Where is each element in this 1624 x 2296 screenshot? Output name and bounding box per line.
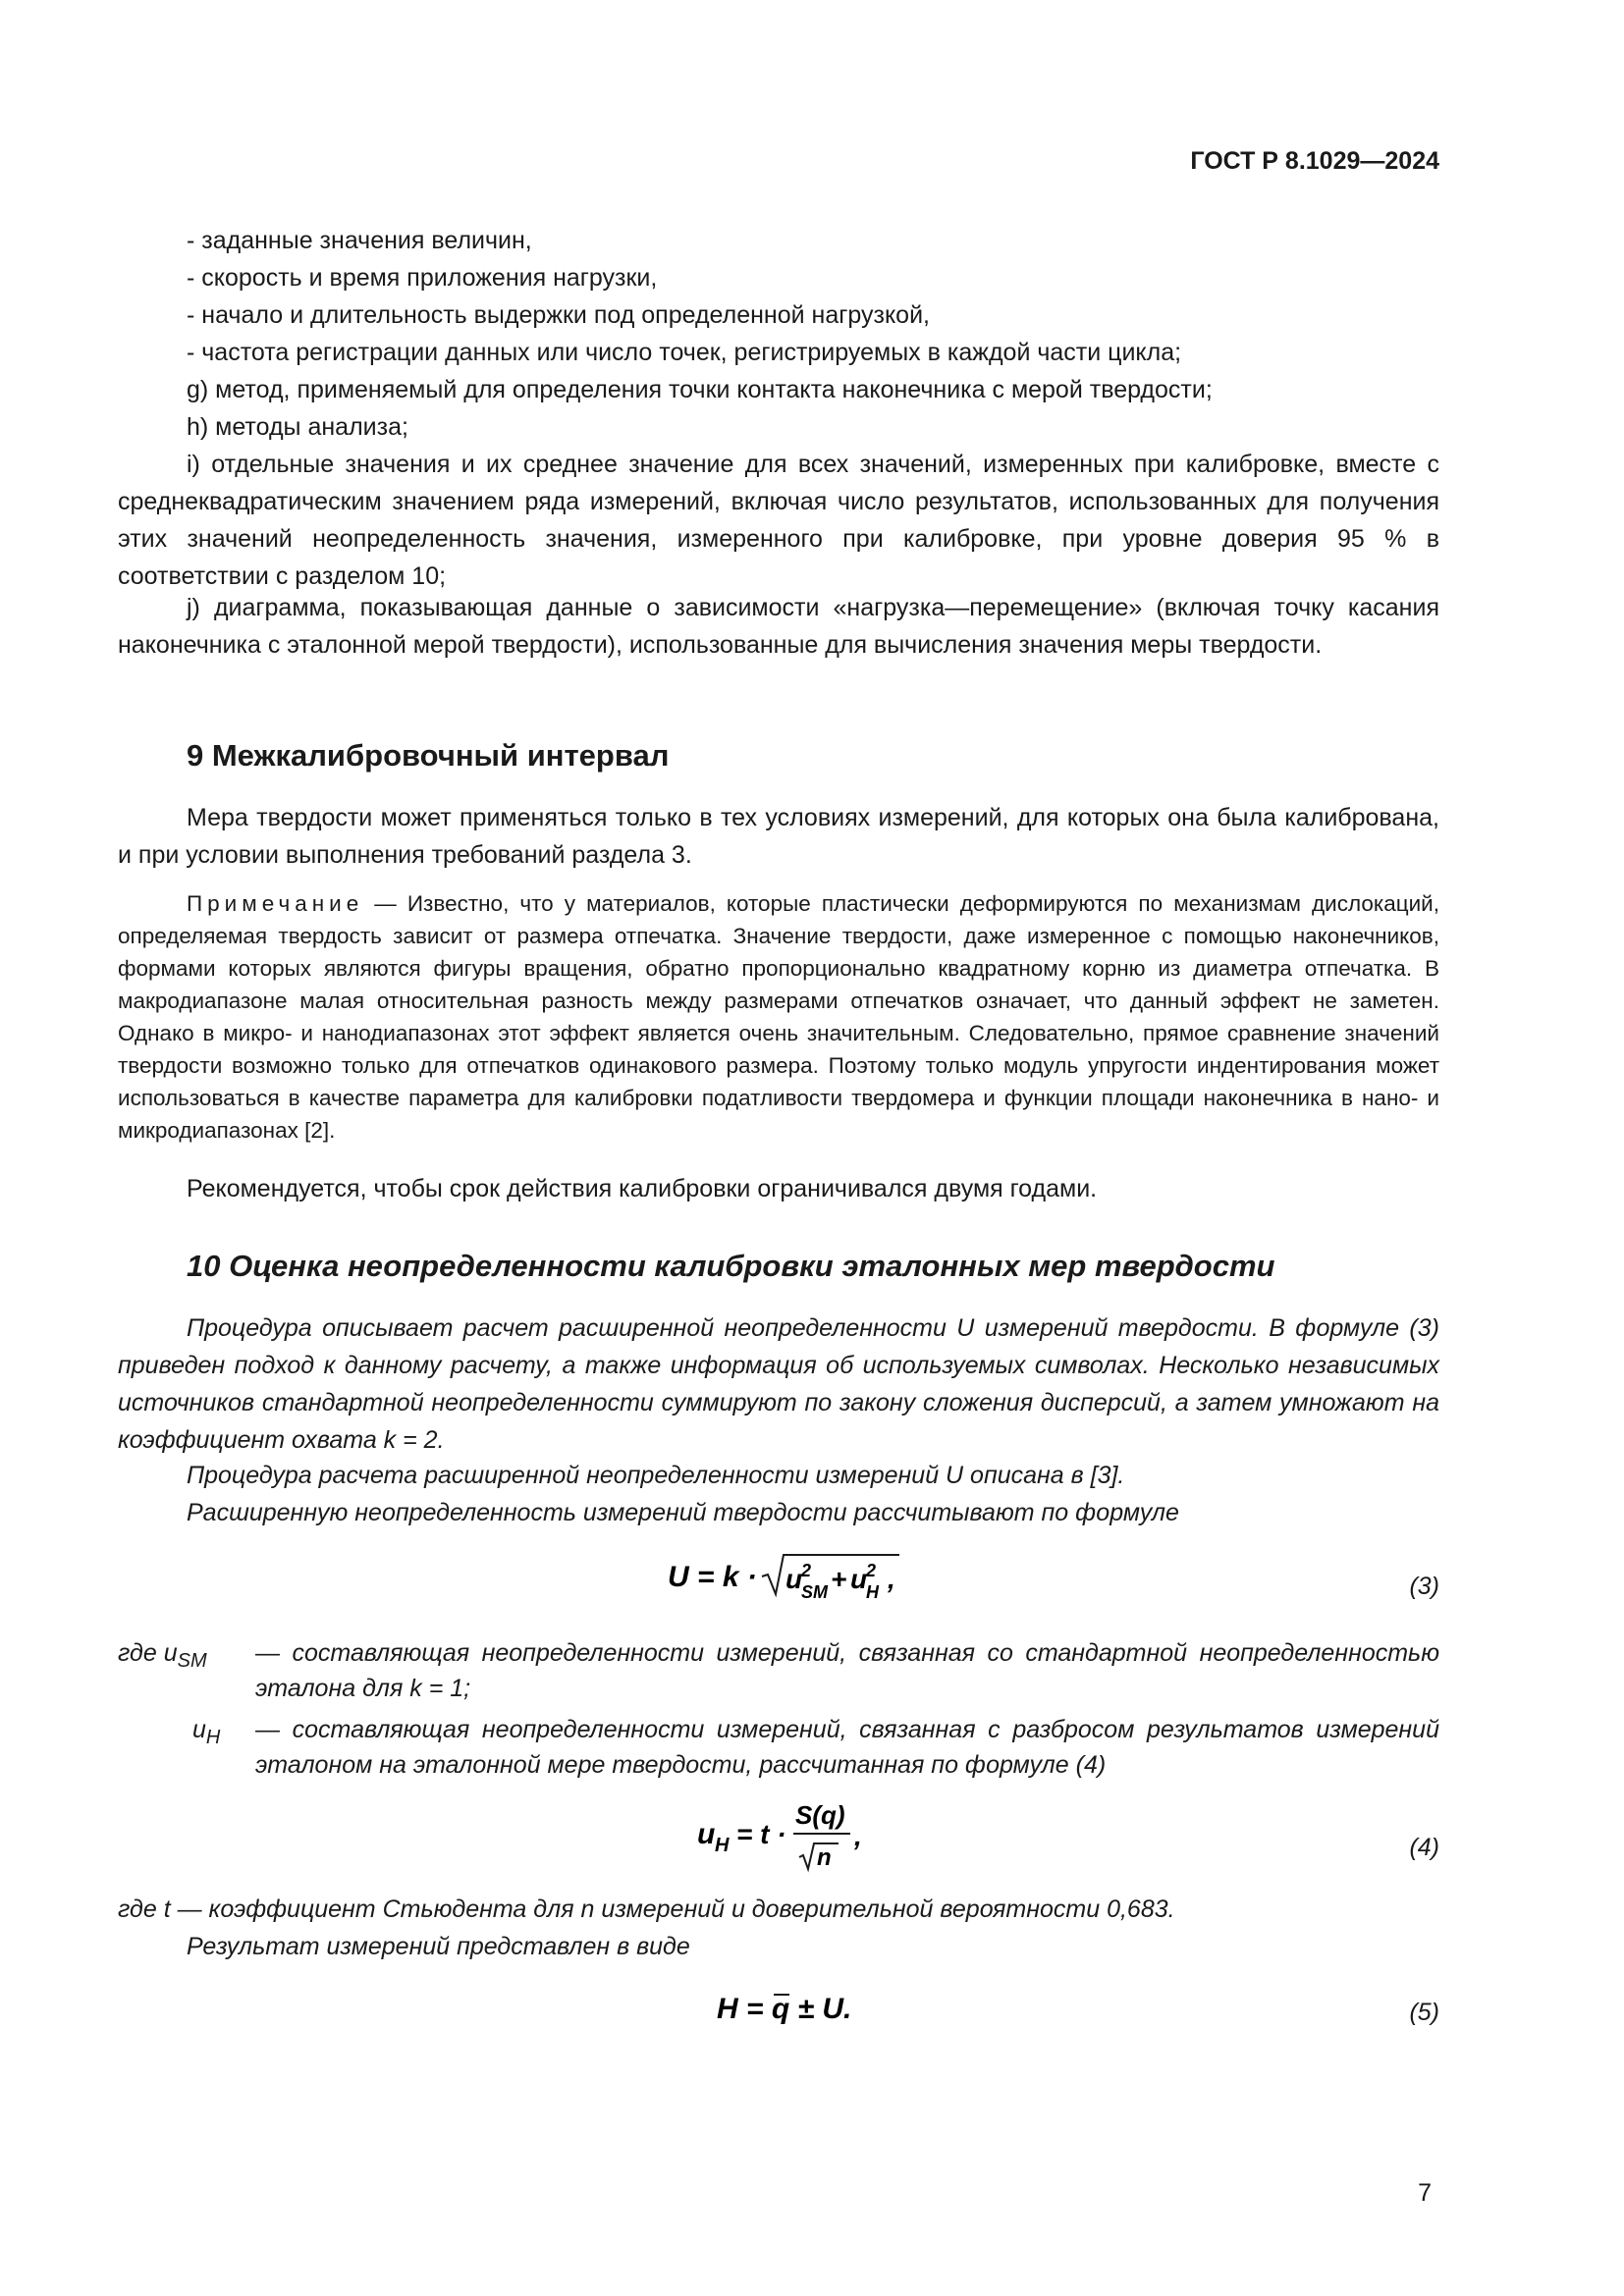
svg-text:2: 2 — [866, 1561, 877, 1580]
where-usm-symbol: где $u_{SM}$ — [118, 1639, 207, 1672]
section-10-para1: Процедура описывает расчет расширенной неопределенности U измерений твердости. В формуле (3) приведен подход к данному расчету, а также информация об используемых символах. Несколько независимых источников стандартной неопределенности суммируют по закону сложения дисперсий, а затем умножают на коэффициент охвата k = 2. — [118, 1314, 1439, 1454]
list-item: - начало и длительность выдержки под определенной нагрузкой, — [187, 301, 930, 329]
where-uh-symbol: $u_H$ — [192, 1716, 221, 1748]
equation-4-graphic — [697, 1789, 874, 1877]
list-item: - скорость и время приложения нагрузки, — [187, 264, 658, 292]
svg-text:S(q): S(q) — [795, 1800, 845, 1830]
equation-5-number: (5) — [1409, 1999, 1439, 2026]
note-text: — Известно, что у материалов, которые пластически деформируются по механизмам дислокаций, определяемая твердость зависит от размера отпечатка. Значение твердости, даже измеренное с помощью наконечников, формами которых являются фигуры вращения, обратно пропорционально квадратному корню из диаметра отпечатка. В макродиапазоне малая относительная разность между размерами отпечатков означает, что данный эффект не заметен. Однако в микро- и нанодиапазонах этот эффект является очень значительным. Следовательно, прямое сравнение значений твердости возможно только для отпечатков одинакового размера. Поэтому только модуль упругости индентирования может использоваться в качестве параметра для калибровки податливости твердомера и функции площади наконечника в нано- и микродиапазонах [2]. — [118, 891, 1439, 1143]
section-9-para2: Рекомендуется, чтобы срок действия калибровки ограничивался двумя годами. — [187, 1175, 1098, 1202]
equation-3-graphic — [668, 1549, 903, 1604]
list-item: g) метод, применяемый для определения точки контакта наконечника с мерой твердости; — [187, 376, 1213, 403]
section-9-title: 9 Межкалибровочный интервал — [187, 738, 670, 773]
list-item: - заданные значения величин, — [187, 227, 532, 254]
svg-text:H = q ± U.: H = q ± U. — [717, 1993, 852, 2025]
svg-text:SM: SM — [801, 1582, 828, 1602]
list-item: - частота регистрации данных или число точек, регистрируемых в каждой части цикла; — [187, 339, 1182, 366]
document-header: ГОСТ Р 8.1029—2024 — [1190, 147, 1439, 175]
svg-text:u: u — [785, 1564, 803, 1594]
equation-4 — [697, 1789, 874, 1885]
page-number: 7 — [1418, 2179, 1432, 2207]
svg-text:= t ·: = t · — [736, 1819, 786, 1849]
equation-5 — [717, 1983, 854, 2040]
svg-text:u: u — [697, 1818, 716, 1850]
svg-text:2: 2 — [801, 1561, 812, 1580]
note — [118, 887, 1439, 1147]
equation-5-graphic — [717, 1983, 854, 2032]
svg-text:,: , — [854, 1821, 862, 1851]
item-j: j) диаграмма, показывающая данные о зависимости «нагрузка—перемещение» (включая точку касания наконечника с эталонной мерой твердости), использованные для вычисления значения меры твердости. — [118, 594, 1439, 659]
item-i: i) отдельные значения и их среднее значение для всех значений, измеренных при калибровке, вместе с среднеквадратическим значением ряда измерений, включая число результатов, использованных для получения этих значений неопределенность значения, измеренного при калибровке, при уровне доверия 95 % в соответствии с разделом 10; — [118, 451, 1439, 590]
where-uh-text: — составляющая неопределенности измерений, связанная с разбросом результатов измерений эталоном на эталонной мере твердости, рассчитанная по формуле (4) — [255, 1716, 1439, 1779]
where-usm — [118, 1635, 1439, 1702]
where-t: где t — коэффициент Стьюдента для n измерений и доверительной вероятности 0,683. — [118, 1896, 1175, 1923]
section-10-para2: Процедура расчета расширенной неопределенности измерений U описана в [3]. — [187, 1462, 1125, 1489]
section-10-title: 10 Оценка неопределенности калибровки эталонных мер твердости — [187, 1249, 1275, 1283]
where-usm-text: — составляющая неопределенности измерений, связанная со стандартной неопределенностью эталона для k = 1; — [255, 1639, 1439, 1702]
svg-text:n: n — [817, 1844, 832, 1871]
list-item: h) методы анализа; — [187, 413, 408, 441]
equation-3 — [668, 1549, 903, 1612]
svg-text:u: u — [850, 1564, 868, 1594]
equation-3-number: (3) — [1409, 1573, 1439, 1600]
svg-text:+: + — [831, 1564, 847, 1594]
section-10-para4: Результат измерений представлен в виде — [187, 1933, 690, 1960]
equation-4-number: (4) — [1409, 1834, 1439, 1861]
svg-text:H: H — [715, 1835, 730, 1856]
section-9-para: Мера твердости может применяться только в тех условиях измерений, для которых она была калибрована, и при условии выполнения требований раздела 3. — [118, 804, 1439, 869]
svg-text:,: , — [888, 1564, 895, 1594]
note-label: Примечание — [187, 891, 364, 916]
svg-text:H: H — [866, 1582, 879, 1602]
section-10-para3: Расширенную неопределенность измерений твердости рассчитывают по формуле — [187, 1499, 1179, 1526]
where-uh — [192, 1712, 1439, 1779]
svg-text:U = k ·: U = k · — [668, 1561, 757, 1593]
